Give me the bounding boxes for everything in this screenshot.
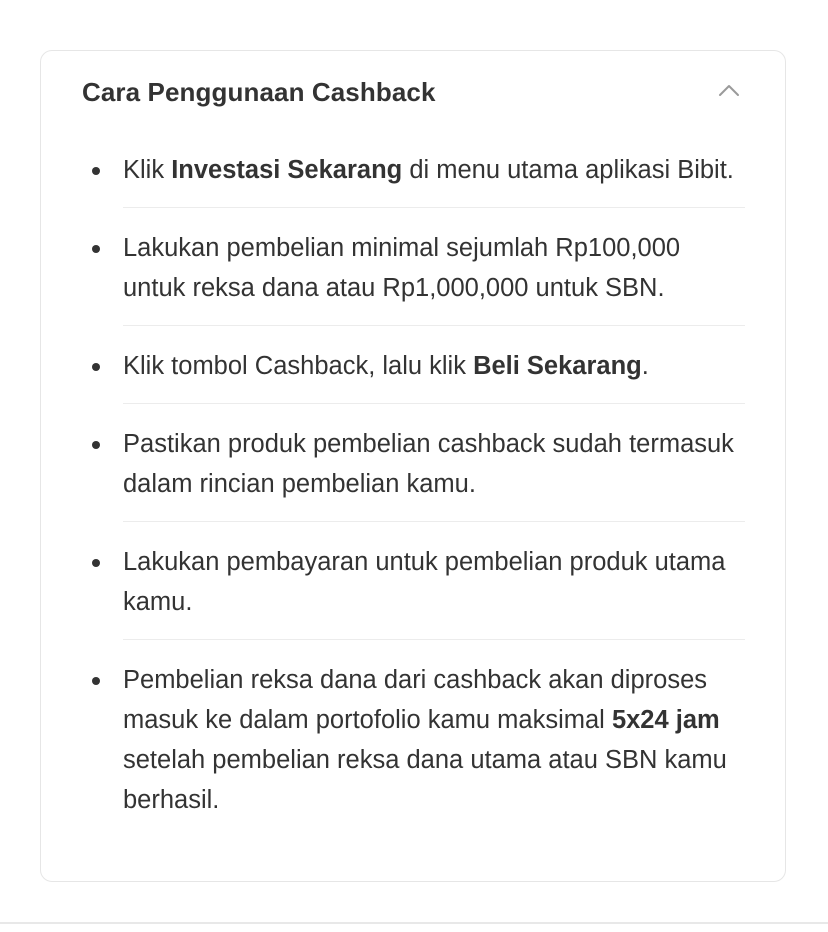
instruction-list (41, 147, 785, 837)
text-segment: setelah pembelian reksa dana utama atau SBN kamu berhasil. (123, 746, 727, 814)
bullet-icon (92, 363, 100, 371)
page-divider (0, 922, 828, 924)
text-segment: di menu utama aplikasi Bibit. (402, 156, 734, 184)
accordion-header[interactable] (41, 51, 785, 137)
bold-text-segment: Beli Sekarang (473, 352, 642, 380)
list-item-text (123, 234, 680, 302)
text-segment: Pastikan produk pembelian cashback sudah termasuk dalam rincian pembelian kamu. (123, 430, 734, 498)
list-item (123, 147, 745, 208)
bullet-icon (92, 167, 100, 175)
list-item (123, 225, 745, 326)
bullet-icon (92, 245, 100, 253)
list-item-text (123, 548, 725, 616)
list-item-text (123, 156, 734, 184)
bullet-icon (92, 559, 100, 567)
list-item (123, 539, 745, 640)
text-segment: Lakukan pembelian minimal sejumlah Rp100,000 untuk reksa dana atau Rp1,000,000 untuk SBN. (123, 234, 681, 302)
text-segment: Klik tombol Cashback, lalu klik (123, 352, 474, 380)
bold-text-segment: 5x24 jam (611, 706, 720, 734)
list-item (123, 657, 745, 837)
list-item-text (123, 352, 649, 380)
chevron-up-icon[interactable] (717, 79, 741, 103)
accordion-title: Cara Penggunaan Cashback (82, 77, 436, 107)
bold-text-segment: Investasi Sekarang (171, 156, 403, 184)
text-segment: Lakukan pembayaran untuk pembelian produk utama kamu. (123, 548, 726, 616)
list-item (123, 343, 745, 404)
text-segment: . (641, 352, 649, 380)
list-item (123, 421, 745, 522)
list-item-text (123, 430, 734, 498)
bullet-icon (92, 677, 100, 685)
text-segment: Pembelian reksa dana dari cashback akan diproses masuk ke dalam portofolio kamu maksimal (123, 666, 708, 734)
list-item-text (123, 666, 727, 814)
cashback-usage-accordion (40, 50, 786, 882)
text-segment: Klik (123, 156, 172, 184)
bullet-icon (92, 441, 100, 449)
